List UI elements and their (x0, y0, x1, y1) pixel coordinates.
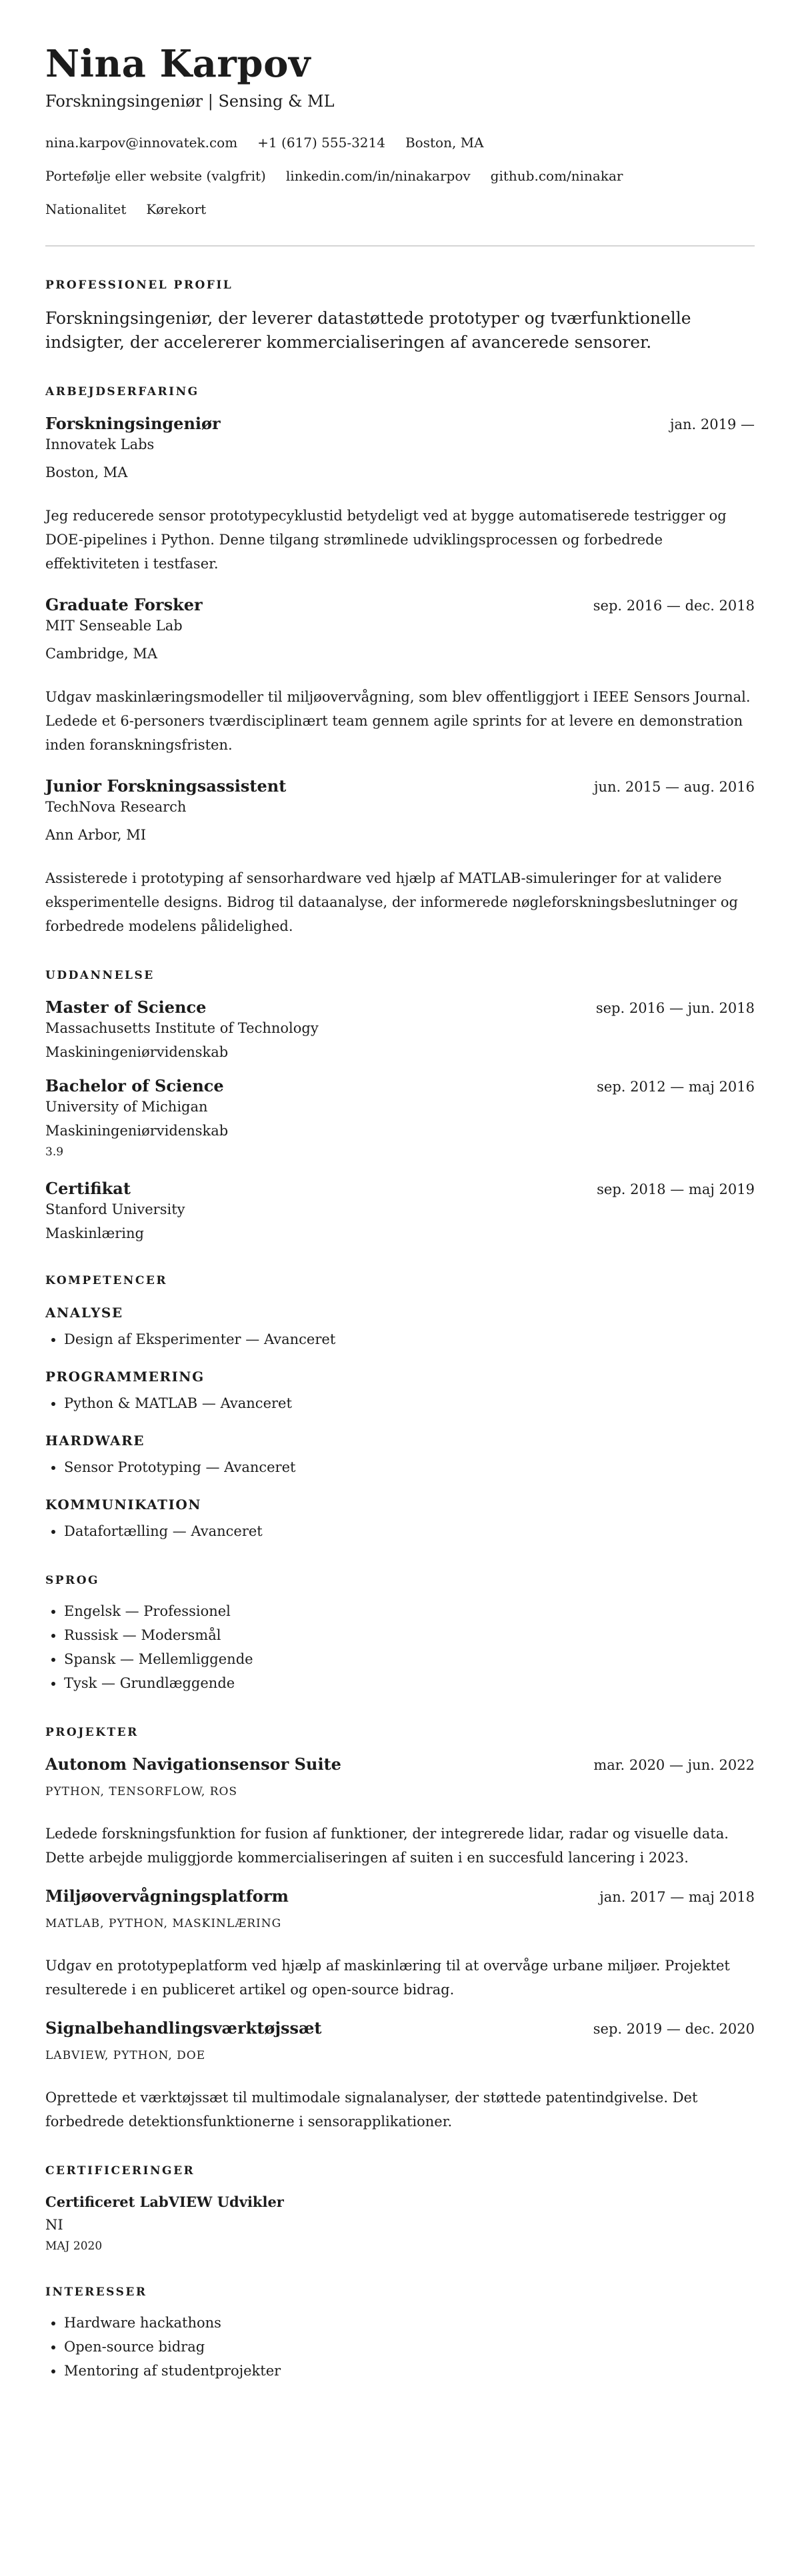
interest-item: • Hardware hackathons (64, 2311, 755, 2335)
experience-item (45, 594, 755, 757)
candidate-name: Nina Karpov (45, 42, 311, 86)
section-title: ARBEJDSERFARING (45, 385, 199, 398)
job-dates: jan. 2019 — (669, 416, 755, 432)
project-dates: sep. 2019 — dec. 2020 (593, 2021, 755, 2037)
job-dates: jun. 2015 — aug. 2016 (594, 779, 755, 795)
languages-section (45, 1573, 755, 1695)
education-dates: sep. 2016 — jun. 2018 (595, 1000, 755, 1016)
language-item: • Spansk — Mellemliggende (64, 1647, 755, 1671)
project-description: Udgav en prototypeplatform ved hjælp af maskinlæring til at overvåge urbane miljøer. Projektet resulterede i en publiceret artikel og open-source bidrag. (45, 1958, 730, 1998)
language-item: • Engelsk — Professionel (64, 1599, 755, 1623)
project-item (45, 1754, 755, 1870)
project-description: Oprettede et værktøjssæt til multimodale signalanalyser, der støttede patentindgivelse. Det forbedrede detektionsfunktionerne i sensorapplikationer. (45, 2090, 698, 2130)
skill-category-title: KOMMUNIKATION (45, 1497, 202, 1513)
language-item: • Russisk — Modersmål (64, 1623, 755, 1647)
education-item (45, 1075, 755, 1161)
degree: Certifikat (45, 1179, 131, 1198)
job-dates: sep. 2016 — dec. 2018 (593, 598, 755, 614)
drivers-license: Kørekort (146, 201, 207, 217)
field-of-study: Maskiningeniørvidenskab (45, 1044, 229, 1060)
skill-item: • Sensor Prototyping — Avanceret (64, 1455, 755, 1479)
project-item (45, 2018, 755, 2134)
skill-category-title: PROGRAMMERING (45, 1369, 205, 1385)
nationality: Nationalitet (45, 201, 127, 217)
job-title: Junior Forskningsassistent (45, 776, 287, 796)
skill-item: • Design af Eksperimenter — Avanceret (64, 1327, 755, 1351)
phone[interactable]: +1 (617) 555-3214 (257, 135, 385, 151)
job-location: Ann Arbor, MI (45, 827, 147, 843)
interest-item: • Open-source bidrag (64, 2335, 755, 2359)
education-item (45, 997, 755, 1062)
skill-category (45, 1303, 755, 1351)
contact-row (45, 133, 755, 152)
degree: Bachelor of Science (45, 1076, 224, 1095)
project-item (45, 1886, 755, 2002)
project-dates: jan. 2017 — maj 2018 (599, 1889, 755, 1905)
section-title: KOMPETENCER (45, 1274, 167, 1287)
section-title: SPROG (45, 1574, 100, 1587)
github-link[interactable]: github.com/ninakar (490, 168, 623, 184)
project-title: Autonom Navigationsensor Suite (45, 1754, 341, 1774)
section-title: PROJEKTER (45, 1726, 139, 1739)
project-tags: PYTHON, TENSORFLOW, ROS (45, 1785, 238, 1798)
job-title: Graduate Forsker (45, 595, 203, 614)
gpa: 3.9 (45, 1145, 64, 1159)
experience-section (45, 384, 755, 938)
project-tags: LABVIEW, PYTHON, DOE (45, 2049, 206, 2062)
interests-section (45, 2284, 755, 2383)
field-of-study: Maskinlæring (45, 1225, 144, 1241)
portfolio-link[interactable]: Portefølje eller website (valgfrit) (45, 168, 266, 184)
job-location: Cambridge, MA (45, 646, 158, 662)
project-tags: MATLAB, PYTHON, MASKINLÆRING (45, 1917, 282, 1930)
skill-category-title: ANALYSE (45, 1305, 123, 1321)
school: Stanford University (45, 1201, 185, 1217)
employer: TechNova Research (45, 799, 187, 815)
employer: Innovatek Labs (45, 436, 155, 452)
section-title: UDDANNELSE (45, 969, 155, 982)
skill-category (45, 1495, 755, 1543)
education-section (45, 967, 755, 1243)
experience-item (45, 776, 755, 938)
header-divider (45, 245, 755, 247)
job-location: Boston, MA (45, 464, 128, 480)
skills-section (45, 1273, 755, 1543)
skill-category (45, 1431, 755, 1479)
projects-section (45, 1724, 755, 2134)
school: University of Michigan (45, 1099, 208, 1115)
education-item (45, 1178, 755, 1243)
section-title: PROFESSIONEL PROFIL (45, 279, 233, 292)
profile-summary: Forskningsingeniør, der leverer datastøttede prototyper og tværfunktionelle indsigter, der accelererer kommercialiseringen af avancerede sensorer. (45, 309, 691, 352)
education-dates: sep. 2018 — maj 2019 (597, 1181, 755, 1197)
degree: Master of Science (45, 997, 207, 1017)
links-row (45, 167, 755, 185)
skill-item: • Python & MATLAB — Avanceret (64, 1391, 755, 1415)
certification-issuer: NI (45, 2217, 63, 2233)
section-title: INTERESSER (45, 2285, 147, 2299)
section-title: CERTIFICERINGER (45, 2164, 195, 2178)
employer: MIT Senseable Lab (45, 618, 183, 634)
project-title: Miljøovervågningsplatform (45, 1886, 289, 1906)
job-title: Forskningsingeniør (45, 414, 221, 433)
email[interactable]: nina.karpov@innovatek.com (45, 135, 238, 151)
certification-item (45, 2192, 755, 2255)
job-description: Udgav maskinlæringsmodeller til miljøovervågning, som blev offentliggjort i IEEE Sensors Journal. Ledede et 6-personers tværdisciplinært team gennem agile sprints for at levere en demonstration inden foranskningsfristen. (45, 689, 751, 753)
certification-date: MAJ 2020 (45, 2240, 103, 2253)
certifications-section (45, 2163, 755, 2255)
location: Boston, MA (405, 135, 484, 151)
job-description: Assisterede i prototyping af sensorhardware ved hjælp af MATLAB-simuleringer for at validere eksperimentelle designs. Bidrog til dataanalyse, der informerede nøgleforskningsbeslutninger og forbedrede modelens pålidelighed. (45, 870, 738, 934)
project-dates: mar. 2020 — jun. 2022 (593, 1757, 755, 1773)
skill-item: • Datafortælling — Avanceret (64, 1519, 755, 1543)
certification-title: Certificeret LabVIEW Udvikler (45, 2194, 284, 2210)
school: Massachusetts Institute of Technology (45, 1020, 319, 1036)
language-item: • Tysk — Grundlæggende (64, 1671, 755, 1695)
education-dates: sep. 2012 — maj 2016 (597, 1079, 755, 1095)
linkedin-link[interactable]: linkedin.com/in/ninakarpov (285, 168, 471, 184)
project-description: Ledede forskningsfunktion for fusion af funktioner, der integrerede lidar, radar og visuelle data. Dette arbejde muliggjorde kommercialiseringen af suiten i en succesfuld lancering i 2023. (45, 1826, 729, 1866)
interest-item: • Mentoring af studentprojekter (64, 2359, 755, 2383)
project-title: Signalbehandlingsværktøjssæt (45, 2018, 322, 2038)
profile-section (45, 277, 755, 354)
job-description: Jeg reducerede sensor prototypecyklustid betydeligt ved at bygge automatiserede testrigger og DOE-pipelines i Python. Denne tilgang strømlinede udviklingsprocessen og forbedrede effektiviteten i testfaser. (45, 508, 727, 572)
personal-row (45, 200, 755, 219)
experience-item (45, 413, 755, 576)
candidate-title: Forskningsingeniør | Sensing & ML (45, 92, 335, 111)
field-of-study: Maskiningeniørvidenskab (45, 1123, 229, 1139)
skill-category (45, 1367, 755, 1415)
skill-category-title: HARDWARE (45, 1433, 145, 1449)
